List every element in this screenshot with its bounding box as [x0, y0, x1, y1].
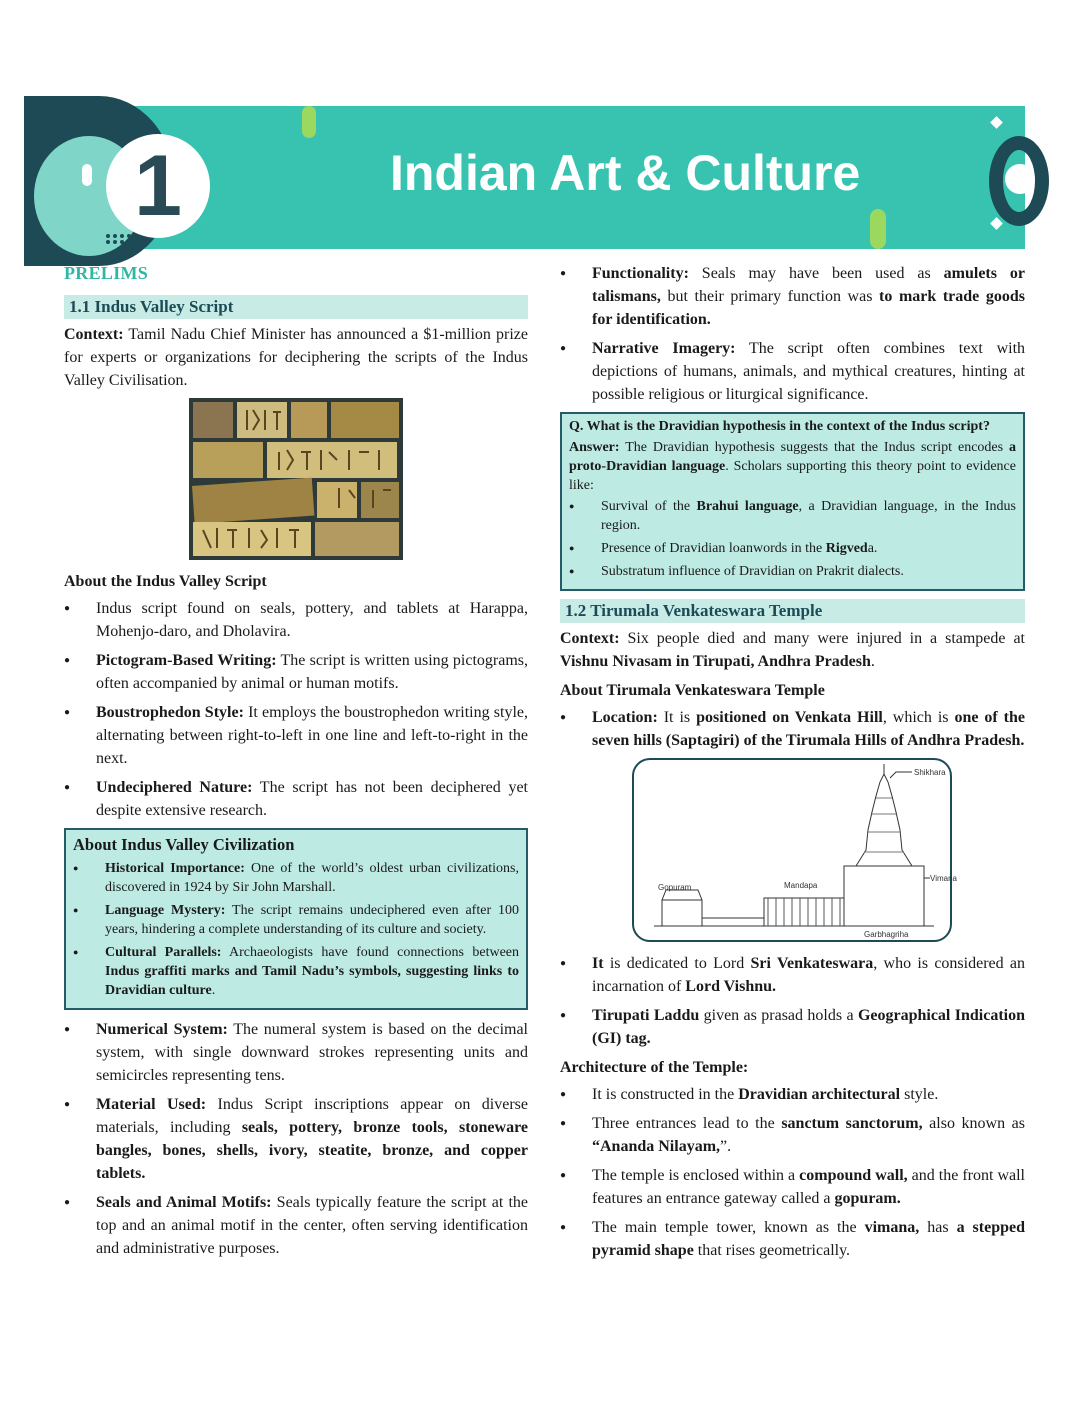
indus-seals-illustration [189, 398, 403, 560]
bullet-bold-text: a stepped pyramid shape [592, 1219, 1026, 1259]
bullet-label: Location: [592, 709, 658, 726]
decorative-diamond [990, 116, 1003, 129]
bullet-bold-text: Indus graffiti marks and Tamil Nadu’s symbols, suggesting links to Dravidian culture [105, 964, 519, 998]
chapter-number-badge [106, 134, 210, 238]
bullet-label: Seals and Animal Motifs: [96, 1194, 272, 1211]
bullet-text: , a Dravidian language, in the Indus region. [601, 499, 1016, 533]
bullet-text: It employs the boustrophedon writing style, alternating between right-to-left in one line and left-to-right in the next. [96, 704, 529, 767]
context-text: . [870, 653, 875, 670]
bullet-text: The script often combines text with depictions of humans, animals, and mythical creatures, hinting at possible religious or liturgical significance. [592, 340, 1026, 403]
qa-question [569, 417, 1016, 436]
bullet-text: Archaeologists have found connections between [221, 945, 519, 960]
bullet-text: One of the world’s oldest urban civilizations, discovered in 1924 by Sir John Marshall. [105, 861, 519, 895]
context-paragraph [560, 627, 1025, 673]
bullet-text: It is [657, 709, 697, 726]
bullet-text: Substratum influence of Dravidian on Prakrit dialects. [601, 564, 904, 579]
left-column [64, 262, 528, 1266]
list-item [73, 901, 519, 939]
label-vimana: Vimana [930, 874, 957, 883]
answer-text: . Scholars supporting this theory point to evidence like: [569, 459, 1016, 493]
bullet-bold-text: Rigved [825, 541, 868, 556]
bullet-label: Material Used: [96, 1096, 207, 1113]
ivc-info-box [64, 828, 528, 1010]
list-item [64, 1191, 528, 1260]
bullet-text: The temple is enclosed within a [592, 1167, 800, 1184]
list-item [569, 539, 1016, 558]
box-bullet-list [73, 859, 519, 1000]
bullet-text: The main temple tower, known as the [592, 1219, 865, 1236]
bullet-text: ”. [720, 1138, 732, 1155]
bullet-text: . [211, 983, 216, 998]
architecture-bullet-list [560, 1083, 1025, 1262]
label-garbhagriha: Garbhagriha [864, 930, 909, 939]
bullet-text: style. [900, 1086, 939, 1103]
list-item [560, 1004, 1025, 1050]
decorative-pill [82, 164, 92, 186]
decorative-dot [113, 234, 117, 238]
bullet-label: Undeciphered Nature: [96, 779, 253, 796]
bullet-text: Survival of the [601, 499, 697, 514]
bullet-bold-text: Sri Venkateswara [750, 955, 874, 972]
indus-seals-image [189, 398, 403, 560]
chapter-banner [64, 106, 1025, 249]
script-bullet-list [64, 597, 528, 822]
bullet-bold-text: “Ananda Nilayam, [592, 1138, 721, 1155]
bullet-text: , which is [882, 709, 955, 726]
about-script-heading: About the Indus Valley Script [64, 573, 267, 590]
list-item [64, 776, 528, 822]
bullet-bold-text: one of the seven hills (Saptagiri) of the Tirumala Hills of Andhra Pradesh. [592, 709, 1025, 749]
context-text: Tamil Nadu Chief Minister has announced a $1-million prize for experts or organizations for deciphering the scripts of the Indus Valley Civilisation. [64, 326, 528, 389]
bullet-label: Historical Importance: [105, 861, 245, 876]
list-item [64, 1093, 528, 1185]
bullet-bold-text: vimana, [864, 1219, 920, 1236]
temple-diagram [634, 760, 957, 940]
bullet-text: is dedicated to Lord [603, 955, 751, 972]
list-item [560, 1216, 1025, 1262]
decorative-diamond [990, 217, 1003, 230]
bullet-bold-text: gopuram. [834, 1190, 901, 1207]
bullet-text: Indus script found on seals, pottery, and tablets at Harappa, Mohenjo-daro, and Dholavira. [96, 600, 528, 640]
bullet-text: has [919, 1219, 957, 1236]
decorative-dot [113, 240, 117, 244]
question-text: Q. What is the Dravidian hypothesis in the context of the Indus script? [569, 419, 990, 434]
decorative-dot [120, 234, 124, 238]
list-item [560, 1083, 1025, 1106]
decorative-ring [1005, 164, 1035, 194]
bullet-text: that rises geometrically. [693, 1242, 851, 1259]
list-item [560, 337, 1025, 406]
bullet-text: , who is considered an incarnation of [592, 955, 1026, 995]
decorative-dot [106, 240, 110, 244]
label-gopuram: Gopuram [658, 883, 692, 892]
answer-text: The Dravidian hypothesis suggests that the Indus script encodes [619, 440, 1009, 455]
label-shikhara: Shikhara [914, 768, 946, 777]
list-item [64, 701, 528, 770]
bullet-bold-text: seals, pottery, bronze tools, stoneware bangles, bones, shells, ivory, steatite, bronze, and copper tablets. [96, 1119, 528, 1182]
bullet-text: Seals typically feature the script at the top and an animal motif in the center, often serving identification and administrative purposes. [96, 1194, 529, 1257]
list-item [560, 262, 1025, 331]
list-item [64, 1018, 528, 1087]
bullet-text: The script remains undeciphered even after 100 years, hindering a complete understanding of its culture and society. [105, 903, 519, 937]
bullet-bold-text: compound wall, [799, 1167, 908, 1184]
context-bold-text: Vishnu Nivasam in Tirupati, Andhra Pradesh [560, 653, 871, 670]
context-text: Six people died and many were injured in a stampede at [619, 630, 1025, 647]
decorative-pill [302, 106, 316, 138]
bullet-bold-text: to mark trade goods for identification. [592, 288, 1025, 328]
bullet-label: Language Mystery: [105, 903, 226, 918]
label-mandapa: Mandapa [784, 881, 818, 890]
temple-bullet-list [560, 706, 1025, 752]
bullet-bold-text: positioned on Venkata Hill [696, 709, 883, 726]
bullet-label: Narrative Imagery: [592, 340, 736, 357]
chapter-number: 1 [134, 138, 182, 234]
bullet-text: The numeral system is based on the decimal system, with single downward strokes representing units and semicircles representing tens. [96, 1021, 529, 1084]
bullet-bold-text: Dravidian architectural [738, 1086, 901, 1103]
bullet-text: Indus Script inscriptions appear on diverse materials, including [96, 1096, 528, 1136]
bullet-label: Pictogram-Based Writing: [96, 652, 277, 669]
list-item [64, 649, 528, 695]
section-heading-indus-script: 1.1 Indus Valley Script [64, 295, 528, 319]
list-item [73, 859, 519, 897]
script-bullet-list-3 [560, 262, 1025, 406]
decorative-dot [127, 234, 131, 238]
answer-bold-text: a proto-Dravidian language [569, 440, 1016, 474]
decorative-dot [120, 240, 124, 244]
temple-diagram-frame [632, 758, 957, 942]
bullet-text: The script is written using pictograms, often accompanied by animal or human motifs. [96, 652, 529, 692]
section-heading-temple: 1.2 Tirumala Venkateswara Temple [560, 599, 1025, 623]
qa-answer [569, 438, 1016, 495]
list-item [569, 562, 1016, 581]
bullet-label: Boustrophedon Style: [96, 704, 244, 721]
bullet-text: also known as [922, 1115, 1026, 1132]
bullet-bold-text: amulets or talismans, [592, 265, 1025, 305]
bullet-bold-text: sanctum sanctorum, [781, 1115, 923, 1132]
list-item [560, 1164, 1025, 1210]
list-item [560, 706, 1025, 752]
list-item [560, 1112, 1025, 1158]
list-item [64, 597, 528, 643]
bullet-bold-text: Lord Vishnu. [685, 978, 777, 995]
about-temple-heading: About Tirumala Venkateswara Temple [560, 682, 825, 699]
decorative-dot [127, 240, 131, 244]
chapter-title: Indian Art & Culture [390, 145, 861, 201]
temple-bullet-list-2 [560, 952, 1025, 1050]
decorative-pill [870, 209, 886, 249]
bullet-text: Presence of Dravidian loanwords in the [601, 541, 826, 556]
bullet-bold-text: It [592, 955, 604, 972]
bullet-label: Functionality: [592, 265, 689, 282]
list-item [73, 943, 519, 1000]
bullet-text: The script has not been deciphered yet despite extensive research. [96, 779, 529, 819]
bullet-text: a. [867, 541, 878, 556]
right-column [560, 262, 1025, 1268]
decorative-dot [134, 234, 138, 238]
bullet-bold-text: Brahui language [696, 499, 799, 514]
qa-box [560, 412, 1025, 591]
bullet-text: and the front wall features an entrance gateway called a [592, 1167, 1025, 1207]
prelims-heading: PRELIMS [64, 263, 149, 283]
bullet-text: Three entrances lead to the [592, 1115, 782, 1132]
bullet-text: Seals may have been used as [688, 265, 944, 282]
architecture-heading: Architecture of the Temple: [560, 1059, 749, 1076]
bullet-text: but their primary function was [660, 288, 880, 305]
script-bullet-list-2 [64, 1018, 528, 1260]
bullet-text: It is constructed in the [592, 1086, 739, 1103]
decorative-dot [106, 234, 110, 238]
context-label: Context: [64, 326, 124, 343]
bullet-bold-text: Geographical Indication (GI) tag. [592, 1007, 1025, 1047]
bullet-label: Cultural Parallels: [105, 945, 222, 960]
context-paragraph [64, 323, 528, 392]
bullet-bold-text: Tirupati Laddu [592, 1007, 700, 1024]
context-label: Context: [560, 630, 620, 647]
box-title: About Indus Valley Civilization [73, 835, 295, 854]
list-item [569, 497, 1016, 535]
list-item [560, 952, 1025, 998]
bullet-label: Numerical System: [96, 1021, 228, 1038]
qa-bullet-list [569, 497, 1016, 581]
answer-label: Answer: [569, 440, 620, 455]
bullet-text: given as prasad holds a [699, 1007, 858, 1024]
